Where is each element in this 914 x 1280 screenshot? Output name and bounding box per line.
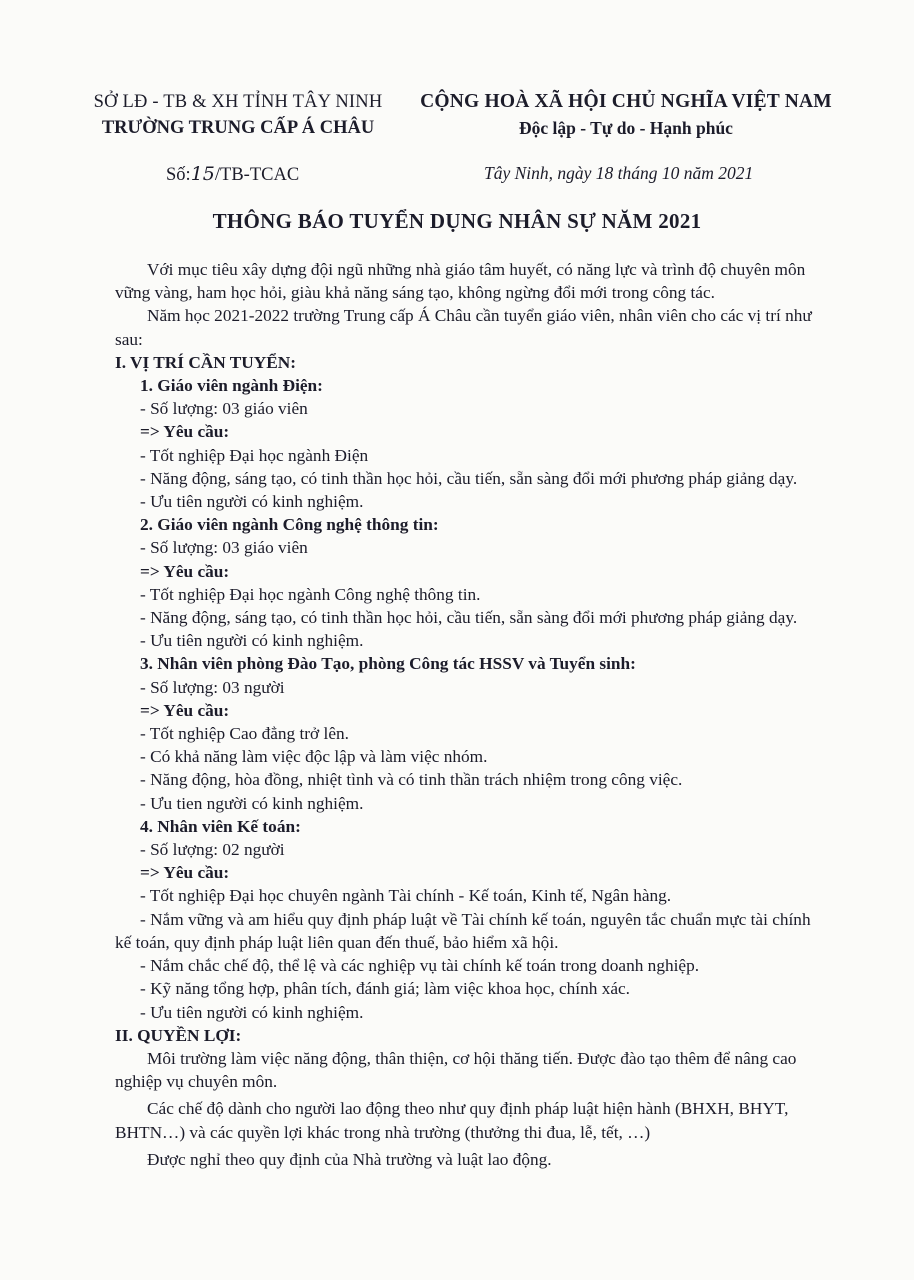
position-quantity: - Số lượng: 03 giáo viên: [140, 399, 308, 419]
requirement-item: - Ưu tiên người có kinh nghiệm.: [140, 1002, 364, 1022]
requirement-item: - Năng động, sáng tạo, có tinh thần học hỏi, cầu tiến, sẵn sàng đổi mới phương pháp giảng dạy.: [140, 608, 798, 628]
requirement-item: - Có khả năng làm việc độc lập và làm việc nhóm.: [140, 747, 488, 767]
national-motto-block: [410, 89, 842, 141]
requirements-label: => Yêu cầu:: [140, 561, 230, 581]
issuer-school: TRƯỜNG TRUNG CẤP Á CHÂU: [101, 118, 375, 138]
requirements-label: => Yêu cầu:: [140, 700, 230, 720]
national-name: CỘNG HOÀ XÃ HỘI CHỦ NGHĨA VIỆT NAM: [420, 91, 832, 112]
issuer-block: [62, 89, 414, 141]
requirement-item: - Tốt nghiệp Đại học chuyên ngành Tài chính - Kế toán, Kinh tế, Ngân hàng.: [140, 886, 672, 906]
requirements-label: => Yêu cầu:: [140, 863, 230, 883]
position-quantity: - Số lượng: 03 giáo viên: [140, 538, 308, 558]
requirement-item: - Ưu tiên người có kinh nghiệm.: [140, 492, 364, 512]
requirement-item: - Nắm chắc chế độ, thể lệ và các nghiệp vụ tài chính kế toán trong doanh nghiệp.: [140, 956, 700, 976]
section-heading: II. QUYỀN LỢI:: [115, 1025, 242, 1045]
requirement-item: - Tốt nghiệp Đại học ngành Điện: [140, 445, 369, 465]
intro-paragraph: Năm học 2021-2022 trường Trung cấp Á Châu cần tuyển giáo viên, nhân viên cho các vị trí như sau:: [115, 306, 812, 349]
document-date: Tây Ninh, ngày 18 tháng 10 năm 2021: [484, 163, 754, 183]
position-title: 3. Nhân viên phòng Đào Tạo, phòng Công tác HSSV và Tuyển sinh:: [140, 654, 636, 674]
handwritten-number: 15: [190, 163, 215, 185]
section-heading: I. VỊ TRÍ CẦN TUYỂN:: [115, 352, 297, 372]
requirement-item: - Ưu tiên người có kinh nghiệm.: [140, 631, 364, 651]
position-quantity: - Số lượng: 02 người: [140, 840, 285, 860]
intro-paragraph: Với mục tiêu xây dựng đội ngũ những nhà giáo tâm huyết, có năng lực và trình độ chuyên môn vững vàng, ham học hỏi, giàu khả năng sáng tạo, không ngừng đổi mới trong công tác.: [115, 260, 806, 303]
requirement-item: - Nắm vững và am hiểu quy định pháp luật về Tài chính kế toán, nguyên tắc chuẩn mực tài chính kế toán, quy định pháp luật liên quan đến thuế, bảo hiểm xã hội.: [115, 909, 811, 952]
document-number: Số:15/TB-TCAC: [166, 163, 300, 185]
requirement-item: - Ưu tien người có kinh nghiệm.: [140, 793, 364, 813]
position-quantity: - Số lượng: 03 người: [140, 677, 285, 697]
issuer-department: SỞ LĐ - TB & XH TỈNH TÂY NINH: [93, 92, 383, 112]
requirements-label: => Yêu cầu:: [140, 422, 230, 442]
document-body: [115, 258, 815, 1171]
position-title: 1. Giáo viên ngành Điện:: [140, 376, 323, 396]
benefit-paragraph: Các chế độ dành cho người lao động theo như quy định pháp luật hiện hành (BHXH, BHYT, BHTN…) và các quyền lợi khác trong nhà trường (thưởng thi đua, lễ, tết, …): [115, 1099, 789, 1142]
document-title: THÔNG BÁO TUYỂN DỤNG NHÂN SỰ NĂM 2021: [212, 209, 702, 233]
benefit-paragraph: Môi trường làm việc năng động, thân thiện, cơ hội thăng tiến. Được đào tạo thêm để nâng cao nghiệp vụ chuyên môn.: [115, 1048, 797, 1092]
requirement-item: - Năng động, sáng tạo, có tinh thần học hỏi, cầu tiến, sẵn sàng đổi mới phương pháp giảng dạy.: [140, 468, 798, 488]
position-title: 2. Giáo viên ngành Công nghệ thông tin:: [140, 515, 439, 535]
position-title: 4. Nhân viên Kế toán:: [140, 816, 301, 836]
requirement-item: - Tốt nghiệp Cao đẳng trở lên.: [140, 724, 349, 744]
requirement-item: - Năng động, hòa đồng, nhiệt tình và có tinh thần trách nhiệm trong công việc.: [140, 770, 683, 790]
requirement-item: - Kỹ năng tổng hợp, phân tích, đánh giá; làm việc khoa học, chính xác.: [140, 979, 631, 999]
national-motto: Độc lập - Tự do - Hạnh phúc: [519, 118, 733, 138]
benefit-paragraph: Được nghỉ theo quy định của Nhà trường và luật lao động.: [147, 1149, 552, 1169]
requirement-item: - Tốt nghiệp Đại học ngành Công nghệ thông tin.: [140, 584, 481, 604]
